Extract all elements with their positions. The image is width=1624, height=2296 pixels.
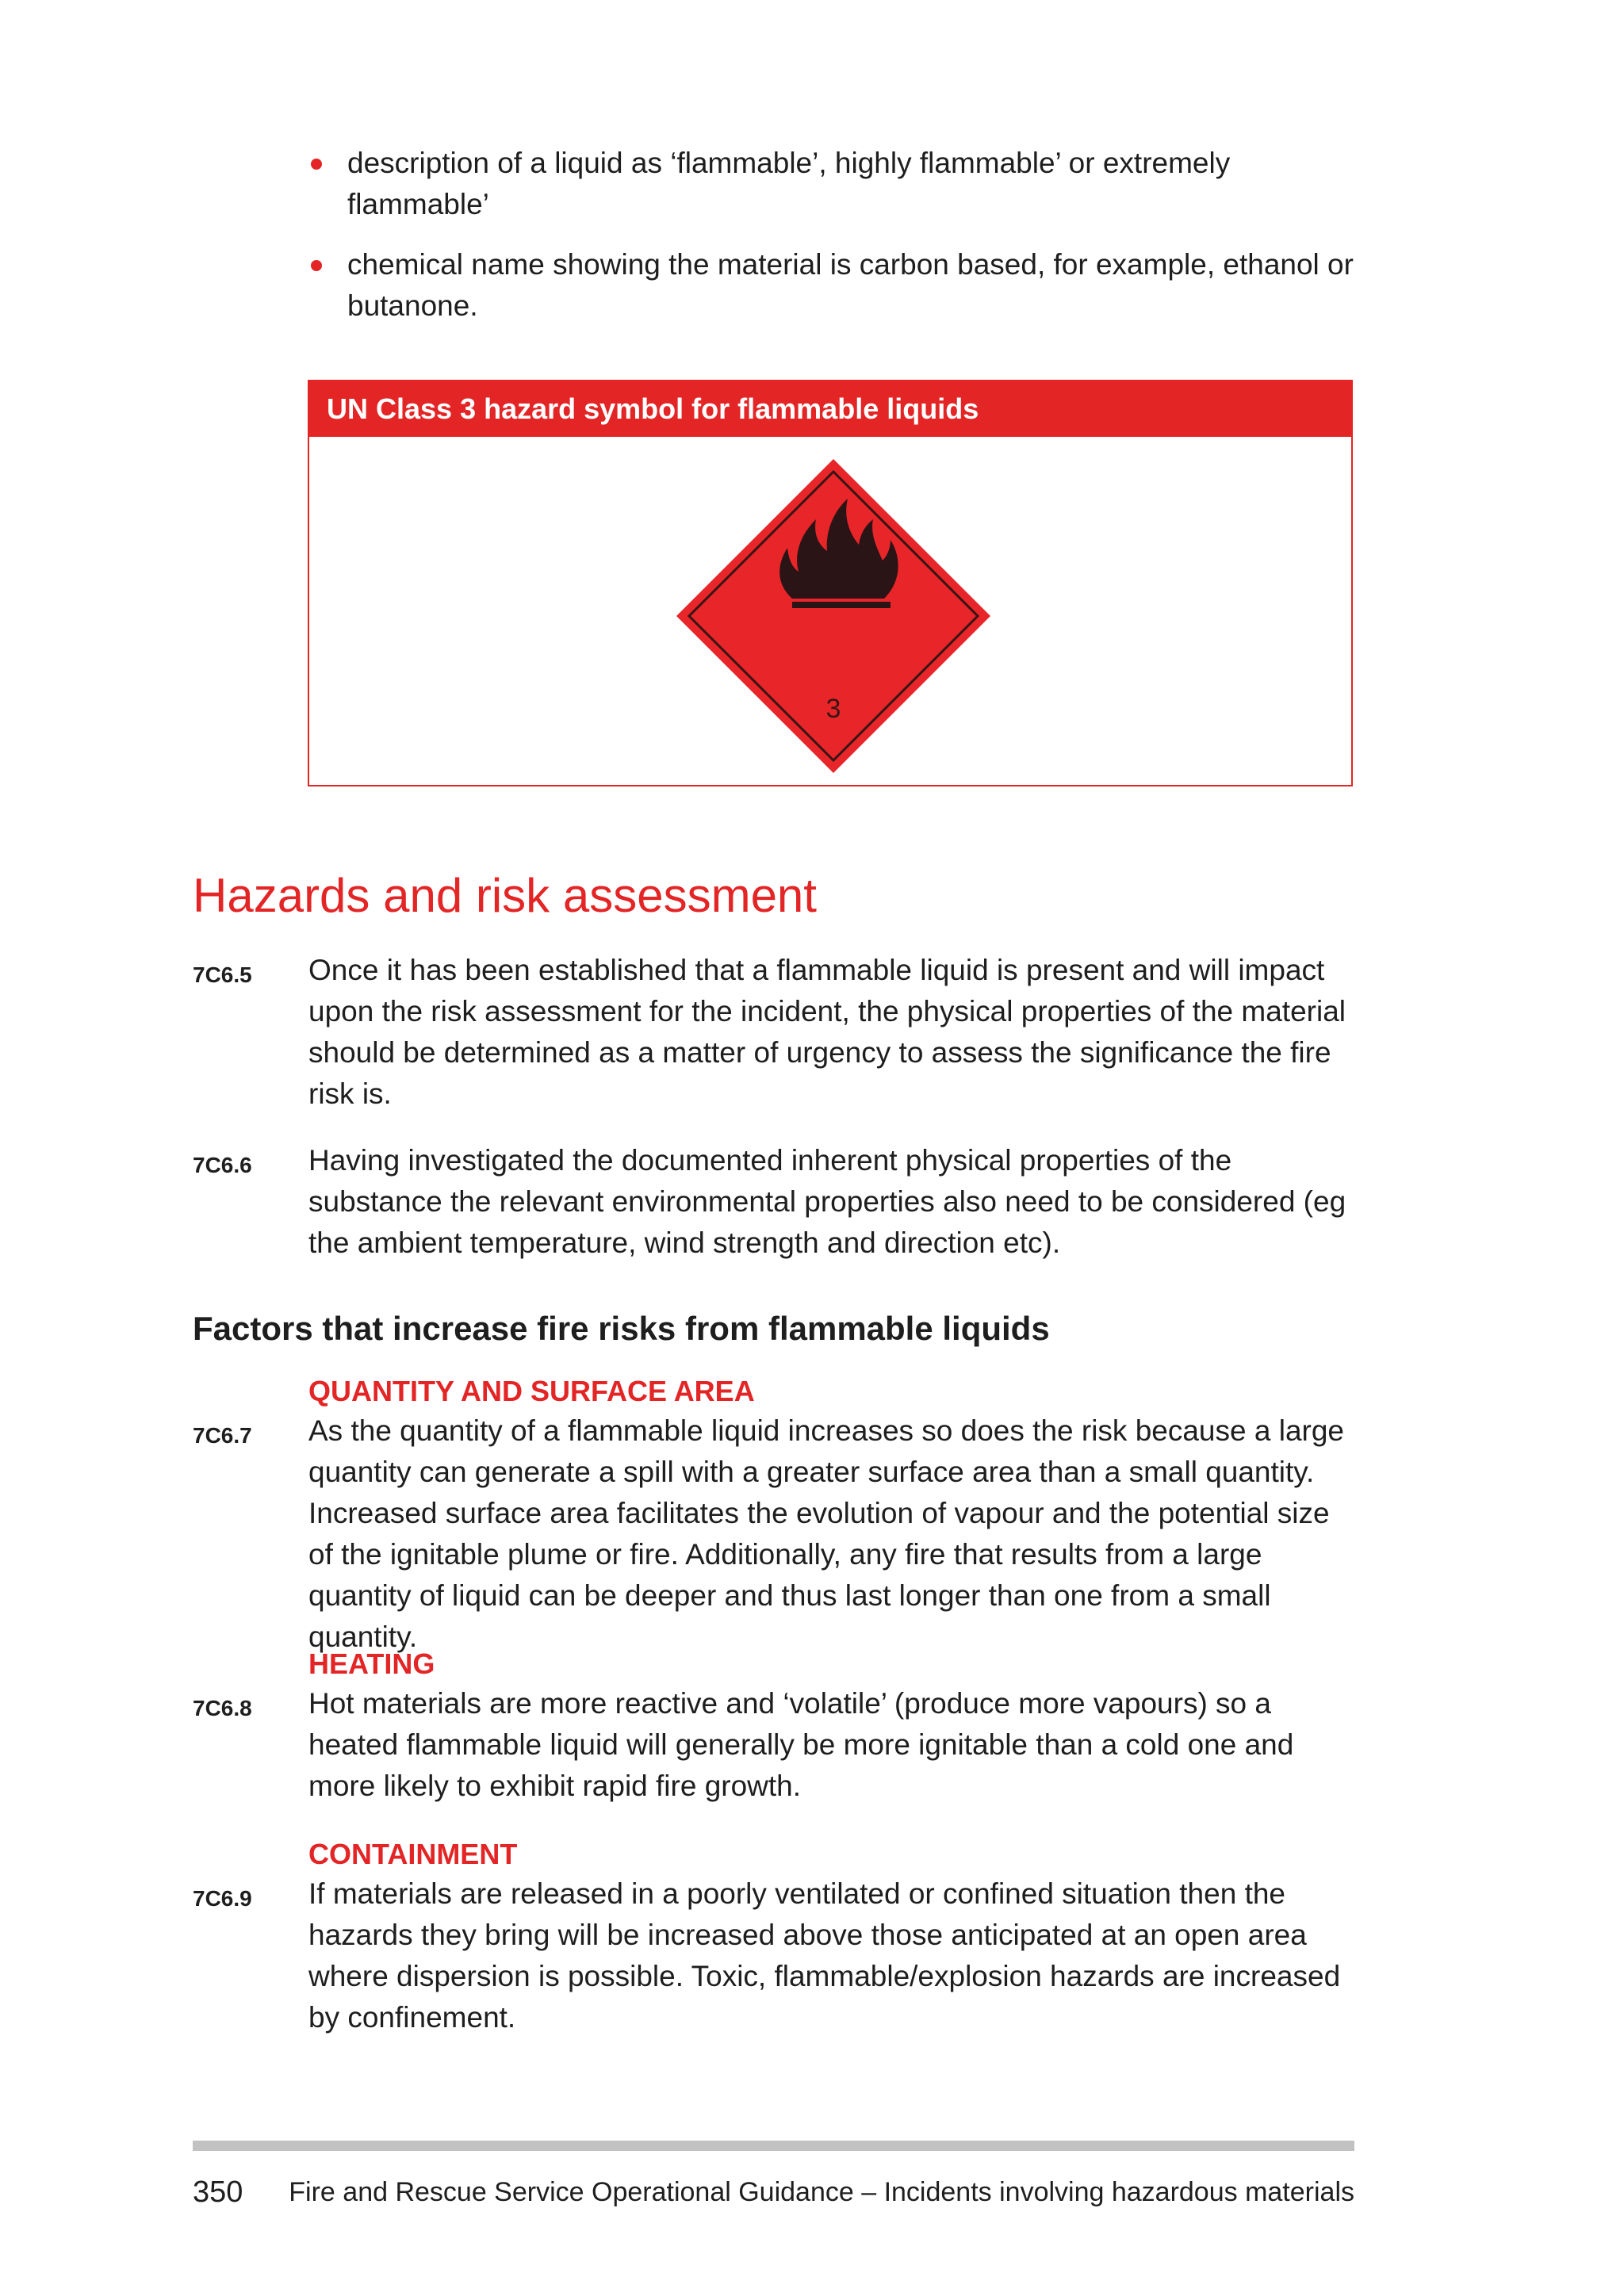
- factor-heading: HEATING: [308, 1647, 435, 1680]
- flammable-liquid-diamond-icon: [675, 457, 992, 775]
- paragraph-7c6-5: [193, 950, 1358, 1115]
- paragraph-text: If materials are released in a poorly ventilated or confined situation then the hazards they bring will be increased above those anticipated at an open area where dispersion is possible. Toxic, flammable/explosion hazards are increased by confinement.: [308, 1877, 1341, 2034]
- page-number: 350: [193, 2175, 243, 2209]
- paragraph-7c6-8: [193, 1647, 1358, 1807]
- paragraph-number: 7C6.6: [193, 1153, 252, 1177]
- bullet-item: [308, 244, 1354, 327]
- paragraph-number: 7C6.8: [193, 1696, 252, 1720]
- bullet-dot-icon: [311, 260, 322, 271]
- footer-rule: [193, 2141, 1354, 2151]
- class-number: 3: [825, 694, 841, 724]
- subsection-title: Factors that increase fire risks from flammable liquids: [193, 1310, 1050, 1347]
- paragraph-7c6-9: [193, 1838, 1358, 2038]
- footer-title: Fire and Rescue Service Operational Guidance – Incidents involving hazardous materials: [289, 2177, 1354, 2207]
- paragraph-text: Hot materials are more reactive and ‘volatile’ (produce more vapours) so a heated flammable liquid will generally be more ignitable than a cold one and more likely to exhibit rapid fire growth.: [308, 1687, 1294, 1802]
- paragraph-7c6-6: [193, 1140, 1358, 1264]
- paragraph-text: Having investigated the documented inherent physical properties of the substance the relevant environmental properties also need to be considered (eg the ambient temperature, wind strength and direction etc).: [308, 1144, 1346, 1259]
- paragraph-7c6-7: [193, 1375, 1358, 1658]
- factor-heading: QUANTITY AND SURFACE AREA: [308, 1375, 755, 1407]
- bullet-text: chemical name showing the material is carbon based, for example, ethanol or butanone.: [347, 248, 1354, 322]
- paragraph-text: Once it has been established that a flammable liquid is present and will impact upon the risk assessment for the incident, the physical properties of the material should be determined as a matter of urgency to assess the significance the fire risk is.: [308, 954, 1346, 1110]
- hazard-symbol-figure: [308, 380, 1353, 786]
- figure-caption: UN Class 3 hazard symbol for flammable liquids: [309, 381, 1351, 437]
- bullet-text: description of a liquid as ‘flammable’, highly flammable’ or extremely flammable’: [347, 147, 1231, 220]
- bullet-item: [308, 143, 1354, 225]
- bullet-dot-icon: [311, 159, 322, 170]
- paragraph-text: As the quantity of a flammable liquid increases so does the risk because a large quantity can generate a spill with a greater surface area than a small quantity. Increased surface area facilitates the evolution of vapour and the potential size of the ignitable plume or fire. Additionally, any fire that results from a large quantity of liquid can be deeper and thus last longer than one from a small quantity.: [308, 1414, 1345, 1653]
- paragraph-number: 7C6.5: [193, 962, 252, 987]
- factor-heading: CONTAINMENT: [308, 1838, 518, 1870]
- paragraph-number: 7C6.9: [193, 1886, 252, 1911]
- bullet-list: [308, 143, 1354, 346]
- section-title: Hazards and risk assessment: [193, 869, 817, 922]
- paragraph-number: 7C6.7: [193, 1423, 252, 1448]
